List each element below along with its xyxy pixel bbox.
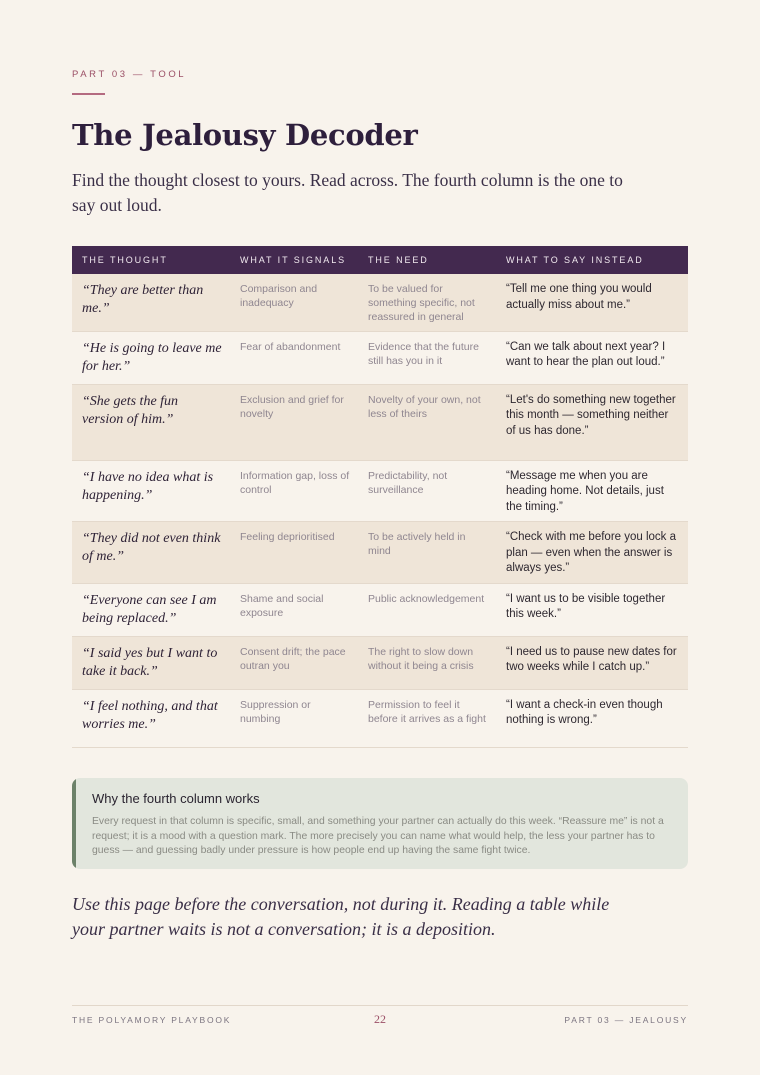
signal-cell: Shame and social exposure: [230, 583, 358, 636]
say-cell: “Tell me one thing you would actually miss about me.”: [496, 274, 688, 331]
need-cell: Novelty of your own, not less of theirs: [358, 384, 496, 460]
say-cell: “I want a check-in even though nothing is wrong.”: [496, 689, 688, 747]
say-cell: “Message me when you are heading home. Not details, just the timing.”: [496, 460, 688, 522]
eyebrow-divider: [72, 93, 105, 95]
signal-cell: Consent drift; the pace outran you: [230, 636, 358, 689]
table-row: [72, 331, 688, 384]
callout-title: Why the fourth column works: [92, 791, 260, 806]
thought-cell: “She gets the fun version of him.”: [72, 384, 230, 460]
footer-divider: [72, 1005, 688, 1006]
say-cell: “I want us to be visible together this week.”: [496, 583, 688, 636]
say-cell: “Check with me before you lock a plan — even when the answer is always yes.”: [496, 522, 688, 584]
header-say-instead: WHAT TO SAY INSTEAD: [496, 246, 688, 274]
table-row: [72, 636, 688, 689]
header-thought: THE THOUGHT: [72, 246, 230, 274]
table-row: [72, 460, 688, 522]
thought-cell: “I said yes but I want to take it back.”: [72, 636, 230, 689]
header-signals: WHAT IT SIGNALS: [230, 246, 358, 274]
closing-note: Use this page before the conversation, not during it. Reading a table while your partner waits is not a conversation; it is a deposition.: [72, 894, 610, 939]
signal-cell: Information gap, loss of control: [230, 460, 358, 522]
signal-cell: Comparison and inadequacy: [230, 274, 358, 331]
say-cell: “Can we talk about next year? I want to hear the plan out loud.”: [496, 331, 688, 384]
decoder-table: [72, 246, 688, 748]
callout-box: [72, 778, 688, 869]
section-eyebrow: PART 03 — TOOL: [72, 69, 187, 80]
signal-cell: Feeling deprioritised: [230, 522, 358, 584]
table-row: [72, 522, 688, 584]
thought-cell: “I have no idea what is happening.”: [72, 460, 230, 522]
page: [72, 0, 688, 1075]
table-row: [72, 384, 688, 460]
thought-cell: “Everyone can see I am being replaced.”: [72, 583, 230, 636]
table-row: [72, 583, 688, 636]
thought-cell: “I feel nothing, and that worries me.”: [72, 689, 230, 747]
signal-cell: Fear of abandonment: [230, 331, 358, 384]
thought-cell: “He is going to leave me for her.”: [72, 331, 230, 384]
callout-accent-bar: [72, 778, 76, 869]
footer-section: PART 03 — JEALOUSY: [564, 1015, 688, 1025]
say-cell: “I need us to pause new dates for two weeks while I catch up.”: [496, 636, 688, 689]
need-cell: The right to slow down without it being a crisis: [358, 636, 496, 689]
need-cell: Public acknowledgement: [358, 583, 496, 636]
page-title: The Jealousy Decoder: [72, 118, 418, 152]
table-header-row: [72, 246, 688, 274]
table-row: [72, 274, 688, 331]
need-cell: Evidence that the future still has you in it: [358, 331, 496, 384]
need-cell: To be actively held in mind: [358, 522, 496, 584]
need-cell: Permission to feel it before it arrives as a fight: [358, 689, 496, 747]
callout-body: Every request in that column is specific, small, and something your partner can actually do this week. “Reassure me” is not a request; it is a mood with a question mark. The more precisely you can name what would help, the less your partner has to guess — and guessing badly under pressure is how people end up having the same fight twice.: [92, 816, 664, 856]
need-cell: To be valued for something specific, not reassured in general: [358, 274, 496, 331]
page-subtitle: Find the thought closest to yours. Read across. The fourth column is the one to say out loud.: [72, 170, 623, 215]
need-cell: Predictability, not surveillance: [358, 460, 496, 522]
signal-cell: Exclusion and grief for novelty: [230, 384, 358, 460]
table-row: [72, 689, 688, 747]
thought-cell: “They are better than me.”: [72, 274, 230, 331]
page-number: 22: [374, 1012, 386, 1026]
signal-cell: Suppression or numbing: [230, 689, 358, 747]
say-cell: “Let's do something new together this month — something neither of us has done.”: [496, 384, 688, 460]
thought-cell: “They did not even think of me.”: [72, 522, 230, 584]
header-need: THE NEED: [358, 246, 496, 274]
footer-book-title: THE POLYAMORY PLAYBOOK: [72, 1015, 232, 1025]
